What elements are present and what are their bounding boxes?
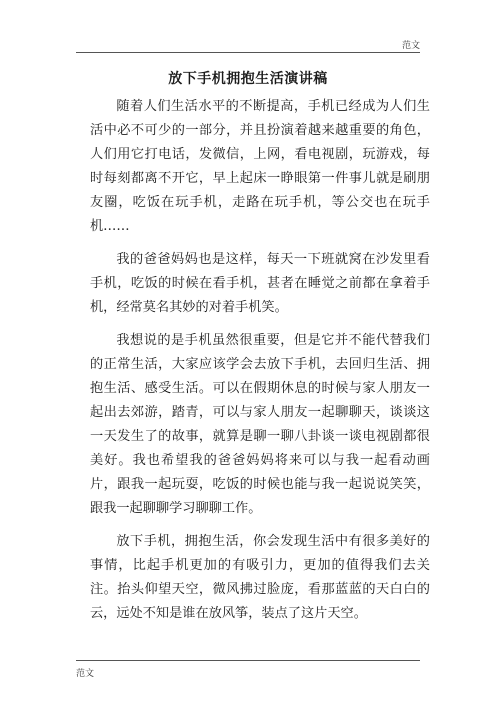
document-title: 放下手机拥抱生活演讲稿	[168, 71, 328, 87]
page-footer-label: 范文	[76, 669, 95, 679]
header-divider	[76, 52, 420, 53]
paragraph: 随着人们生活水平的不断提高，手机已经成为人们生活中必不可少的一部分，并且扮演着越来越重要的角色，人们用它打电话，发微信，上网，看电视剧，玩游戏，每时每刻都离不开它，早上起床一睁眼第一件事儿就是刷朋友圈，吃饭在玩手机，走路在玩手机，等公交也在玩手机……	[90, 99, 430, 234]
page-header-label: 范文	[401, 41, 420, 51]
footer-divider	[76, 660, 420, 661]
paragraph: 放下手机，拥抱生活，你会发现生活中有很多美好的事情，比起手机更加的有吸引力，更加的值得我们去关注。抬头仰望天空，微风拂过脸庞，看那蓝蓝的天白白的云，远处不知是谁在放风筝，装点了这片天空。	[90, 534, 430, 621]
document-body	[90, 95, 430, 635]
paragraph: 我想说的是手机虽然很重要，但是它并不能代替我们的正常生活，大家应该学会去放下手机，去回归生活、拥抱生活、感受生活。可以在假期休息的时候与家人朋友一起出去郊游，踏青，可以与家人朋友一起聊聊天，谈谈这一天发生了的故事，就算是聊一聊八卦谈一谈电视剧都很美好。我也希望我的爸爸妈妈将来可以与我一起看动画片，跟我一起玩耍，吃饭的时候也能与我一起说说笑笑，跟我一起聊聊学习聊聊工作。	[90, 333, 430, 516]
paragraph: 我的爸爸妈妈也是这样，每天一下班就窝在沙发里看手机，吃饭的时候在看手机，甚者在睡觉之前都在拿着手机，经常莫名其妙的对着手机笑。	[90, 252, 430, 315]
